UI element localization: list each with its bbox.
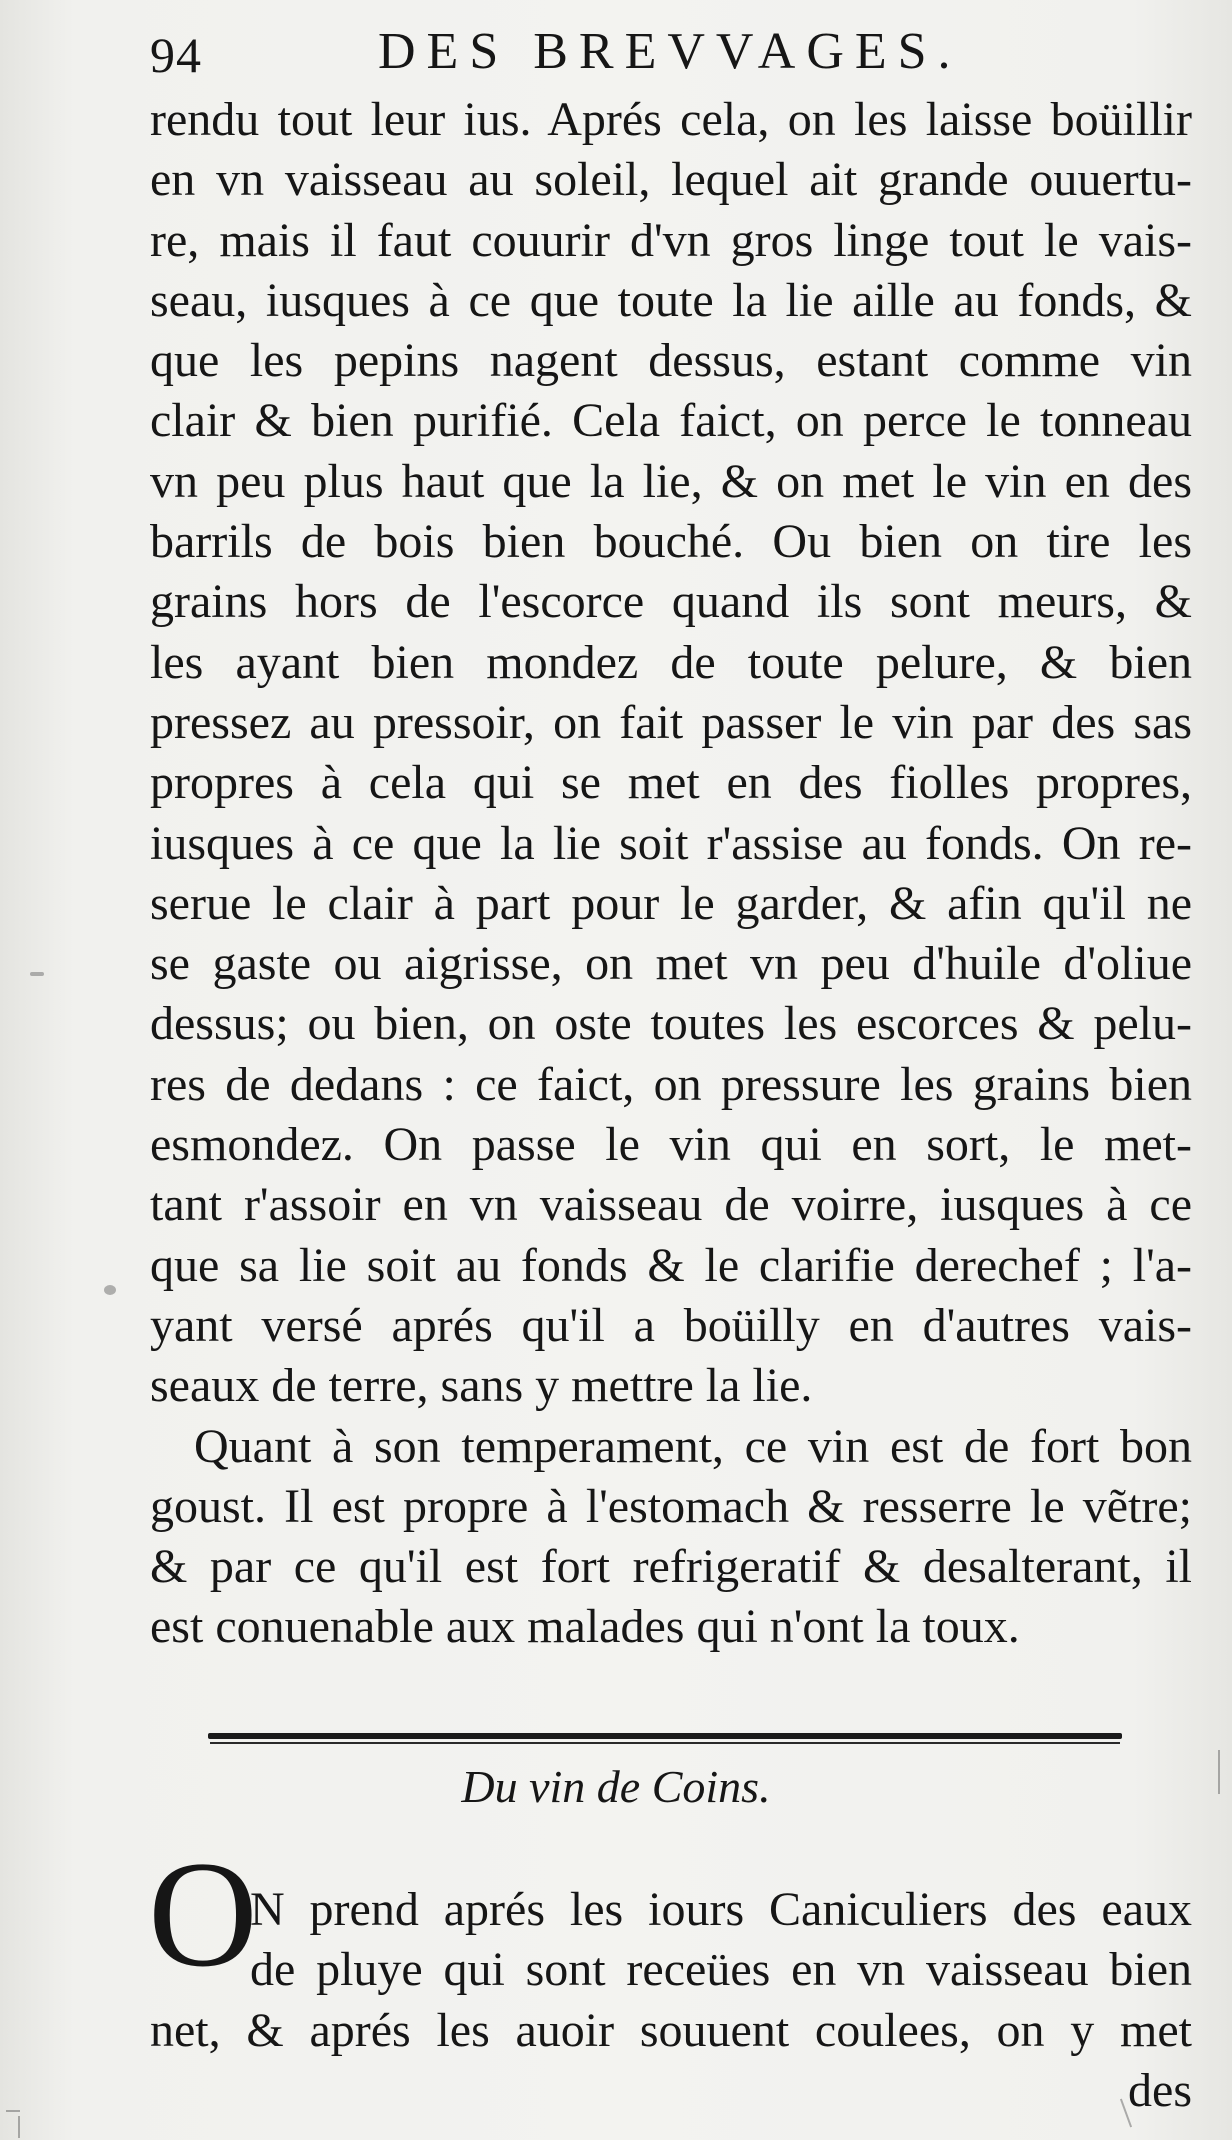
paragraph-1 [150,90,1192,1658]
drop-cap: O [148,1830,258,1998]
section-divider [208,1733,1122,1745]
text-line: se gaste ou aigrisse, on met vn peu d'huile d'oliue [150,937,1192,991]
text-line: Quant à son temperament, ce vin est de fort bon [194,1419,1192,1473]
text-line: esmondez. On passe le vin qui en sort, le met- [150,1118,1192,1172]
text-line: clair & bien purifié. Cela faict, on perce le tonneau [150,394,1192,448]
text-line: serue le clair à part pour le garder, & afin qu'il ne [150,876,1192,930]
text-line: tant r'assoir en vn vaisseau de voirre, iusques à ce [150,1178,1192,1232]
text-line: les ayant bien mondez de toute pelure, & bien [150,635,1192,689]
divider-thick-line [208,1733,1122,1739]
paragraph-2 [150,1818,1192,2121]
text-line: que sa lie soit au fonds & le clarifie derechef ; l'a- [150,1238,1192,1292]
text-line: en vn vaisseau au soleil, lequel ait grande ouuertu- [150,153,1192,207]
running-head: DES BREVVAGES. [378,23,962,80]
text-line: grains hors de l'escorce quand ils sont meurs, & [150,575,1192,629]
text-line: vn peu plus haut que la lie, & on met le vin en des [150,454,1192,508]
margin-mark [1218,1750,1220,1794]
text-line: yant versé aprés qu'il a boüilly en d'autres vais- [150,1298,1192,1352]
text-line: est conuenable aux malades qui n'ont la toux. [150,1600,1020,1654]
text-line: que les pepins nagent dessus, estant comme vin [150,334,1192,388]
text-line: net, & aprés les auoir souuent coulees, on y met [150,2003,1192,2057]
section-title: Du vin de Coins. [461,1761,771,1812]
text-line: goust. Il est propre à l'estomach & resserre le vẽtre; [150,1479,1192,1533]
text-line: re, mais il faut couurir d'vn gros linge tout le vais- [150,213,1192,267]
catchword: des [1128,2063,1192,2117]
text-line: res de dedans : ce faict, on pressure les grains bien [150,1057,1192,1111]
text-line: propres à cela qui se met en des fiolles propres, [150,756,1192,810]
margin-mark [6,2110,20,2112]
margin-mark [18,2116,20,2138]
divider-thin-line [210,1742,1120,1744]
ink-speck [30,972,44,976]
text-line: seaux de terre, sans y mettre la lie. [150,1359,813,1413]
text-line: de pluye qui sont receües en vn vaisseau bien [250,1943,1192,1997]
text-line: N prend aprés les iours Caniculiers des eaux [250,1883,1192,1936]
text-line: & par ce qu'il est fort refrigeratif & desalterant, il [150,1540,1192,1594]
ink-speck [104,1285,116,1295]
text-line: rendu tout leur ius. Aprés cela, on les laisse boüillir [150,93,1192,146]
page-number: 94 [150,27,202,83]
page-header [150,22,1200,86]
text-line: iusques à ce que la lie soit r'assise au fonds. On re- [150,816,1192,870]
text-line: seau, iusques à ce que toute la lie aille au fonds, & [150,273,1192,327]
text-line: barrils de bois bien bouché. Ou bien on tire les [150,515,1192,569]
text-line: pressez au pressoir, on fait passer le vin par des sas [150,695,1192,749]
text-line: dessus; ou bien, on oste toutes les escorces & pelu- [150,997,1192,1051]
